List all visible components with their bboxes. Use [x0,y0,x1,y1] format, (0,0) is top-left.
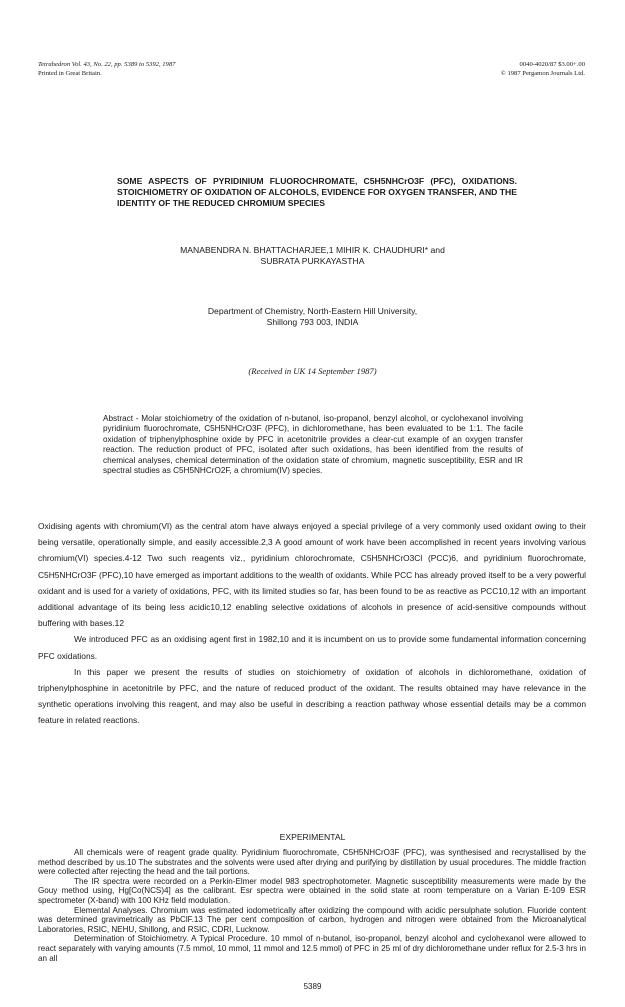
abstract: Abstract - Molar stoichiometry of the oxidation of n-butanol, iso-propanol, benzyl alcohol, or cyclohexanol involving pyridinium fluorochromate, C5H5NHCrO3F (PFC), in dichloromethane, has been evaluated to be 1:1. The facile oxidation of triphenylphosphine oxide by PFC in acetonitrile provides a clear-cut example of an oxygen transfer reaction. The reduction product of PFC, isolated after such oxidations, has been identified from the results of chemical analyses, chemical determination of the oxidation state of chromium, magnetic susceptibility, ESR and IR spectral studies as C5H5NHCrO2F, a chromium(IV) species. [103,414,523,476]
printed-line: Printed in Great Britain. [38,70,102,77]
introduction [38,518,586,729]
author-line: MANABENDRA N. BHATTACHARJEE,1 MIHIR K. CHAUDHURI* and [180,245,445,255]
intro-paragraph: In this paper we present the results of studies on stoichiometry of oxidation of alcohols in dichloromethane, oxidation of triphenylphosphine in acetonitrile by PFC, and the nature of reduced product of the oxidant. The results obtained may have relevance in the synthetic operations involving this reagent, and may also be useful in describing a reaction pathway whose essential details may be a common feature in related reactions. [38,666,586,726]
author-block [0,245,625,267]
experimental-paragraph: The IR spectra were recorded on a Perkin-Elmer model 983 spectrophotometer. Magnetic susceptibility measurements were made by the Gouy method using, Hg[Co(NCS)4] as the calibrant. Esr spectra were obtained in the solid state at room temperature on a Varian E-109 ESR spectrometer (X-band) with 100 KHz field modulation. [38,876,586,905]
price-code: 0040-4020/87 $3.00+.00 [519,61,585,68]
experimental-section [38,848,586,963]
department-line: Department of Chemistry, North-Eastern Hill University, [207,306,418,316]
experimental-paragraph: All chemicals were of reagent grade quality. Pyridinium fluorochromate, C5H5NHCrO3F (PFC), was synthesised and recrystallised by the method described by us.10 The substrates and the solvents were used after drying and purifying by distillation by usual procedures. The middle fraction were collected after rejecting the head and the tail portions. [38,848,586,877]
journal-line: Tetrahedron Vol. 43, No. 22, pp. 5389 to 5392, 1987 [38,61,176,68]
copyright-line: © 1987 Pergamon Journals Ltd. [500,70,585,77]
experimental-paragraph: Determination of Stoichiometry. A Typical Procedure. 10 mmol of n-butanol, iso-propanol, benzyl alcohol and cyclohexanol were allowed to react separately with varying amounts (7.5 mmol, 10 mmol, 11 mmol and 12.5 mmol) of PFC in 25 ml of dry dichloromethane under reflux for 2.5-3 hrs in an all [38,934,586,963]
journal-code [501,60,585,78]
journal-citation [38,60,175,78]
received-date: (Received in UK 14 September 1987) [248,366,377,376]
paper-title: SOME ASPECTS OF PYRIDINIUM FLUOROCHROMATE, C5H5NHCrO3F (PFC), OXIDATIONS. STOICHIOMETRY OF OXIDATION OF ALCOHOLS, EVIDENCE FOR OXYGEN TRANSFER, AND THE IDENTITY OF THE REDUCED CHROMIUM SPECIES [117,176,517,208]
page-number: 5389 [303,982,322,991]
intro-paragraph: We introduced PFC as an oxidising agent first in 1982,10 and it is incumbent on us to provide some fundamental information concerning PFC oxidations. [38,634,586,661]
intro-paragraph: Oxidising agents with chromium(VI) as the central atom have always enjoyed a special privilege of a very commonly used oxidant owing to their being versatile, operationally simple, and easily accessible.2,3 A good amount of work have been accomplished in recent years involving various chromium(VI) species.4-12 Two such reagents viz., pyridinium chlorochromate, C5H5NHCrO3Cl (PCC)6, and pyridinium fluorochromate, C5H5NHCrO3F (PFC),10 have emerged as important additions to the wealth of oxidants. While PCC has already proved itself to be a very powerful oxidant and is used for a variety of oxidations, PFC, with its limited studies so far, has been found to be as reactive as PCC10,12 with an important additional advantage of its being less acidic10,12 enabling selective oxidations of alcohols in presence of acid-sensitive compounds without buffering with bases.12 [38,521,586,629]
affiliation [0,306,625,328]
experimental-paragraph: Elemental Analyses. Chromium was estimated iodometrically after oxidizing the compound with acidic persulphate solution. Fluoride content was determined gravimetrically as PbClF.13 The per cent composition of carbon, hydrogen and nitrogen were obtained from the Microanalytical Laboratories, RSIC, NEHU, Shillong, and RSIC, CDRI, Lucknow. [38,905,586,934]
author-line: SUBRATA PURKAYASTHA [260,256,365,266]
experimental-heading: EXPERIMENTAL [279,832,346,842]
address-line: Shillong 793 003, INDIA [266,317,359,327]
